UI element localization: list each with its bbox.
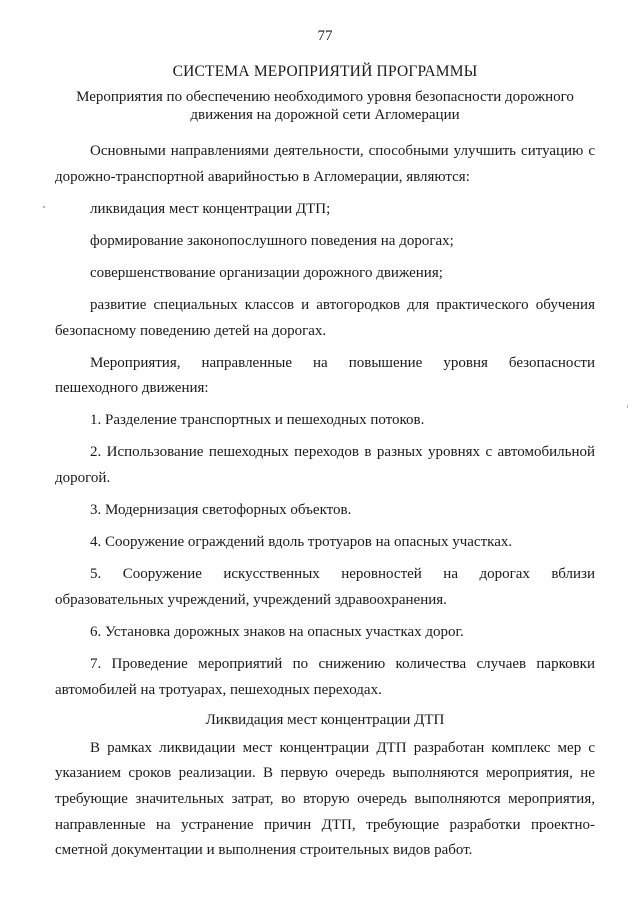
body-text xyxy=(55,139,595,864)
paragraph: Основными направлениями деятельности, способными улучшить ситуацию с дорожно-транспортной аварийностью в Агломерации, являются: xyxy=(55,143,595,185)
scan-speck xyxy=(627,405,628,408)
list-item: 2. Использование пешеходных переходов в разных уровнях с автомобильной дорогой. xyxy=(55,444,595,487)
scan-speck xyxy=(43,206,45,208)
section-heading: СИСТЕМА МЕРОПРИЯТИЙ ПРОГРАММЫ xyxy=(172,63,478,80)
list-item: 3. Модернизация светофорных объектов. xyxy=(90,502,352,519)
paragraph: В рамках ликвидации мест концентрации ДТП разработан комплекс мер с указанием сроков реализации. В первую очередь выполняются мероприятия, не требующие значительных затрат, во вторую очередь выполняются мероприятия, направленные на устранение причин ДТП, требующие разработки проектно-сметной документации и выполнения строительных видов работ. xyxy=(55,739,595,859)
list-item: формирование законопослушного поведения на дорогах; xyxy=(90,232,454,249)
paragraph: Мероприятия, направленные на повышение уровня безопасности пешеходного движения: xyxy=(55,354,595,397)
page-number: 77 xyxy=(317,28,333,44)
list-item: совершенствование организации дорожного движения; xyxy=(90,264,443,281)
list-item: 4. Сооружение ограждений вдоль тротуаров на опасных участках. xyxy=(90,534,513,551)
list-item: развитие специальных классов и автогородков для практического обучения безопасному поведению детей на дорогах. xyxy=(55,296,595,339)
subsection-title: Ликвидация мест концентрации ДТП xyxy=(205,712,445,729)
list-item: ликвидация мест концентрации ДТП; xyxy=(90,200,331,217)
section-subheading: Мероприятия по обеспечению необходимого уровня безопасности дорожного движения на дорожной сети Агломерации xyxy=(76,89,574,123)
list-item: 5. Сооружение искусственных неровностей на дорогах вблизи образовательных учреждений, учреждений здравоохранения. xyxy=(55,566,595,608)
list-item: 1. Разделение транспортных и пешеходных потоков. xyxy=(90,412,425,429)
list-item: 7. Проведение мероприятий по снижению количества случаев парковки автомобилей на тротуарах, пешеходных переходах. xyxy=(55,656,595,698)
list-item: 6. Установка дорожных знаков на опасных участках дорог. xyxy=(90,624,464,640)
